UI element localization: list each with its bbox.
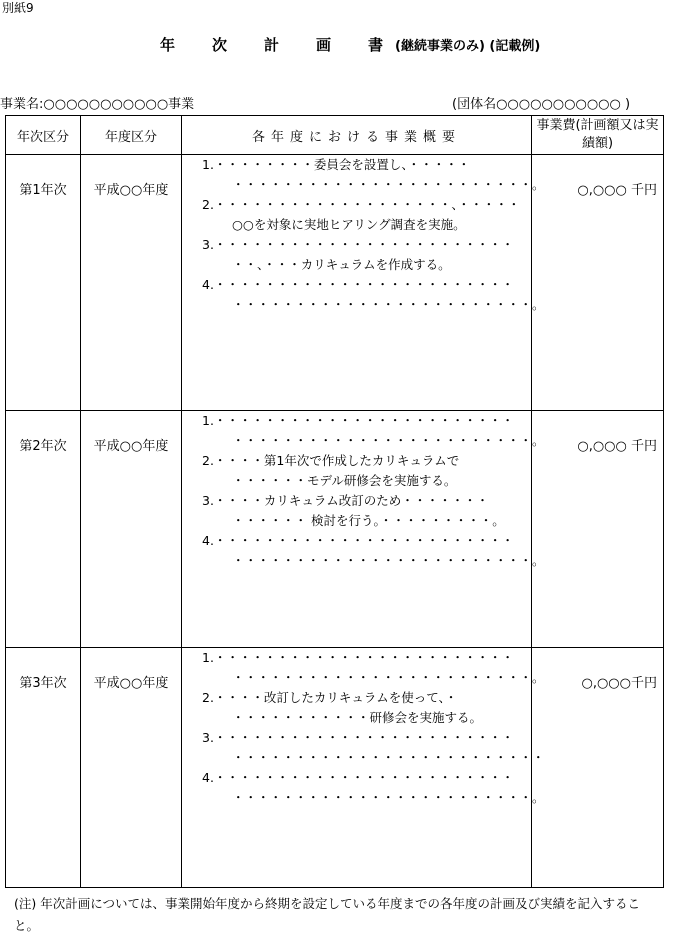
outline-line: ・・・・・・・・・・・・・・・・・・・・・・・・。 — [232, 790, 545, 805]
outline-line: ・・・・・・・・・・・・・・・・・・・・・・・・。 — [232, 297, 545, 312]
table-row — [6, 648, 664, 888]
year-cell — [6, 411, 81, 648]
outline-item — [202, 688, 531, 728]
title-char: 画 — [316, 36, 332, 54]
outline-cell — [182, 411, 545, 648]
title-char: 計 — [264, 36, 280, 54]
title-subtitle: (継続事業のみ) (記載例) — [395, 39, 541, 54]
table-row — [6, 155, 664, 411]
outline-line: ・・・・・・・・・・・・・・・・・・・・・・・・・ — [232, 750, 545, 765]
outline-item — [202, 491, 531, 531]
title-char: 次 — [212, 36, 228, 54]
outline-line: 2.・・・・改訂したカリキュラムを使って、・ — [202, 690, 458, 705]
cost-cell — [532, 648, 664, 888]
fiscal-year-label: 平成○○年度 — [93, 183, 169, 198]
outline-line: ・・・・・・ 検討を行う。・・・・・・・・・。 — [232, 513, 505, 528]
outline-line: 2.・・・・第1年次で作成したカリキュラムで — [202, 453, 460, 468]
outline-line: ・・・・・・・・・・・・・・・・・・・・・・・・。 — [232, 177, 545, 192]
outline-line: ・・・・・・・・・・・・・・・・・・・・・・・・。 — [232, 553, 545, 568]
outline-item — [202, 768, 545, 808]
table-row — [6, 411, 664, 648]
outline-line: ・・・・・・モデル研修会を実施する。 — [232, 473, 457, 488]
outline-line: 3.・・・・・・・・・・・・・・・・・・・・・・・・ — [202, 730, 514, 745]
fiscal-year-cell — [81, 411, 182, 648]
outline-line: ・・、・・・カリキュラムを作成する。 — [232, 257, 451, 272]
title-char: 年 — [160, 36, 176, 54]
header-outline: 各年度における事業概要 — [182, 116, 532, 155]
year-label: 第2年次 — [19, 439, 67, 454]
outline-item — [202, 531, 545, 571]
header-cost: 事業費(計画額又は実績額) — [532, 116, 664, 155]
fiscal-year-label: 平成○○年度 — [93, 439, 169, 454]
header-fiscal-year: 年度区分 — [81, 116, 182, 155]
outline-line: 4.・・・・・・・・・・・・・・・・・・・・・・・・ — [202, 770, 514, 785]
organization-name: (団体名○○○○○○○○○○○ ) — [452, 97, 631, 112]
outline-item — [202, 451, 531, 491]
year-label: 第1年次 — [19, 183, 67, 198]
outline-item — [202, 728, 545, 768]
outline-line: 1.・・・・・・・・・・・・・・・・・・・・・・・・ — [202, 413, 514, 428]
outline-item — [202, 411, 545, 451]
cost-cell — [532, 155, 664, 411]
year-cell — [6, 155, 81, 411]
outline-line: 2.・・・・・・・・・・・・・・・・・・・、・・・・・ — [202, 197, 521, 212]
cost-cell — [532, 411, 664, 648]
project-name: 事業名:○○○○○○○○○○○事業 — [0, 97, 195, 112]
cost-value: ○,○○○千円 — [581, 676, 657, 691]
cost-value: ○,○○○ 千円 — [577, 183, 657, 198]
year-label: 第3年次 — [19, 676, 67, 691]
outline-line: 4.・・・・・・・・・・・・・・・・・・・・・・・・ — [202, 533, 514, 548]
header-year: 年次区分 — [6, 116, 81, 155]
fiscal-year-label: 平成○○年度 — [93, 676, 169, 691]
outline-line: 4.・・・・・・・・・・・・・・・・・・・・・・・・ — [202, 277, 514, 292]
outline-line: 3.・・・・カリキュラム改訂のため・・・・・・・ — [202, 493, 489, 508]
outline-cell — [182, 155, 545, 411]
outline-item — [202, 235, 531, 275]
page-title — [160, 38, 383, 53]
outline-item — [202, 648, 545, 688]
outline-line: 3.・・・・・・・・・・・・・・・・・・・・・・・・ — [202, 237, 514, 252]
outline-line: ・・・・・・・・・・・・・・・・・・・・・・・・。 — [232, 670, 545, 685]
outline-item — [202, 195, 531, 235]
annual-plan-table — [5, 115, 664, 888]
cost-value: ○,○○○ 千円 — [577, 439, 657, 454]
outline-cell — [182, 648, 545, 888]
table-header-row — [6, 116, 664, 155]
footnote: (注) 年次計画については、事業開始年度から終期を設定している年度までの各年度の計画及び実績を記入すること。 — [14, 896, 640, 933]
outline-item — [202, 275, 545, 315]
year-cell — [6, 648, 81, 888]
fiscal-year-cell — [81, 648, 182, 888]
outline-line: 1.・・・・・・・・・・・・・・・・・・・・・・・・ — [202, 650, 514, 665]
outline-line: ・・・・・・・・・・・・・・・・・・・・・・・・。 — [232, 433, 545, 448]
outline-line: ○○を対象に実地ヒアリング調査を実施。 — [232, 217, 466, 232]
outline-line: 1.・・・・・・・・委員会を設置し、・・・・・ — [202, 157, 471, 172]
document-label: 別紙9 — [2, 1, 34, 15]
outline-item — [202, 155, 545, 195]
fiscal-year-cell — [81, 155, 182, 411]
outline-line: ・・・・・・・・・・・研修会を実施する。 — [232, 710, 483, 725]
title-char: 書 — [368, 36, 384, 54]
